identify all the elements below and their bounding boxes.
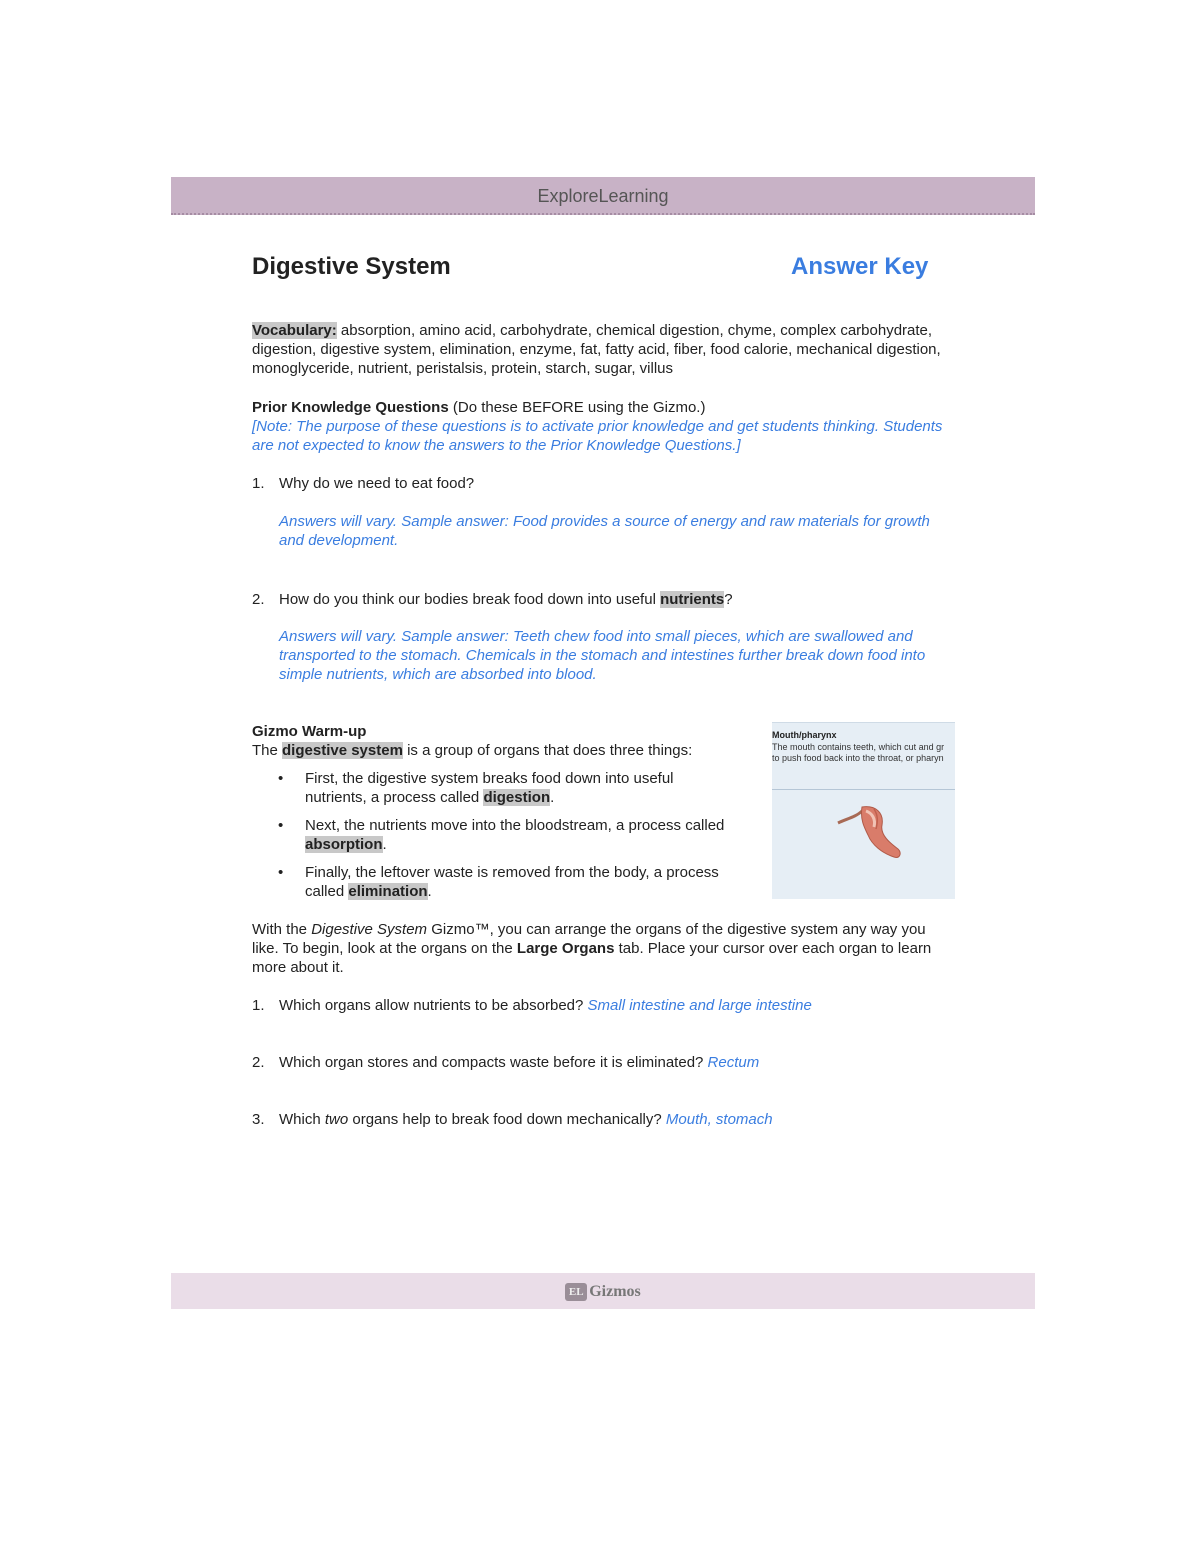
footer-band [171,1273,1035,1309]
vocabulary-list: absorption, amino acid, carbohydrate, chemical digestion, chyme, complex carbohydrate, digestion, digestive system, elimination, enzyme, fat, fatty acid, fiber, food calorie, mechanical digestion, monoglyceride, nutrient, peristalsis, protein, starch, sugar, villus [252,322,941,377]
question-text: Why do we need to eat food? [279,475,475,492]
warmup-bullet-3 [278,863,728,901]
bullet-text: First, the digestive system breaks food down into useful nutrients, a process called [305,770,674,806]
paragraph-text: tab. Place your cursor over each organ to learn more about it. [252,940,932,976]
answer-text: Rectum [707,1054,760,1071]
prior-question-1 [252,474,952,493]
bullet-icon: • [278,817,284,834]
answer-text: Mouth, stomach [665,1111,773,1128]
question-number: 1. [252,475,265,492]
prior-answer-2: Answers will vary. Sample answer: Teeth chew food into small pieces, which are swallowed and transported to the stomach. Chemicals in the stomach and intestines further break down food into simple nutrients, which are absorbed into blood. [279,628,926,683]
warmup-question-1 [252,996,952,1015]
warmup-question-2 [252,1053,952,1072]
warmup-title: Gizmo Warm-up [252,723,367,740]
bullet-icon: • [278,864,284,881]
term-nutrients: nutrients [660,591,725,608]
answer-text: Small intestine and large intestine [587,997,812,1014]
header-band [171,177,1035,215]
question-text: organs help to break food down mechanically? [348,1111,666,1128]
bullet-end: . [550,789,555,806]
term-digestion: digestion [483,789,551,806]
mouth-organ-illustration [832,801,907,863]
paragraph-text: With the [252,921,312,938]
term-digestive-system: digestive system [282,742,403,759]
question-text: Which [279,1111,325,1128]
prior-knowledge-heading [252,398,952,417]
warmup-intro [252,741,732,760]
gizmos-mark-icon: EL [565,1283,587,1301]
question-text: Which organ stores and compacts waste before it is eliminated? [279,1054,708,1071]
prior-knowledge-title: Prior Knowledge Questions [252,399,449,416]
gizmos-wordmark: Gizmos [589,1283,641,1300]
vocabulary-paragraph [252,321,952,378]
question-end: ? [724,591,733,608]
question-number: 1. [252,997,265,1014]
gizmo-divider [772,789,955,790]
intro-text: The [252,742,283,759]
term-absorption: absorption [305,836,383,853]
explorelearning-logo: ExploreLearning [537,186,669,206]
question-number: 2. [252,591,265,608]
prior-knowledge-instruction: (Do these BEFORE using the Gizmo.) [448,399,706,416]
question-number: 3. [252,1111,265,1128]
bullet-text: Finally, the leftover waste is removed from the body, a process called [305,864,719,900]
description-line: The mouth contains teeth, which cut and gr [772,742,945,752]
question-emphasis: two [324,1111,349,1128]
gizmo-organ-description [772,742,944,764]
warmup-paragraph [252,920,952,977]
page-title: Digestive System [252,253,451,280]
bullet-end: . [382,836,387,853]
gizmos-logo [171,1283,1035,1301]
warmup-bullet-1 [278,769,728,807]
term-elimination: elimination [348,883,428,900]
paragraph-text: Gizmo™, you can arrange the organs of the digestive system any way you like. To begin, look at the organs on the [252,921,926,957]
bullet-text: Next, the nutrients move into the bloodstream, a process called [305,817,725,834]
question-number: 2. [252,1054,265,1071]
intro-text-end: is a group of organs that does three things: [402,742,693,759]
bullet-end: . [427,883,432,900]
gizmo-organ-title: Mouth/pharynx [772,730,837,740]
description-line: to push food back into the throat, or pharyn [772,753,944,763]
warmup-question-3 [252,1110,952,1129]
bullet-icon: • [278,770,284,787]
answer-key-label: Answer Key [791,253,929,280]
gizmo-name: Digestive System [311,921,428,938]
warmup-bullet-2 [278,816,728,854]
question-text: How do you think our bodies break food down into useful [279,591,661,608]
gizmo-screenshot [772,722,955,899]
prior-knowledge-note: [Note: The purpose of these questions is to activate prior knowledge and get students thinking. Students are not expected to know the answers to the Prior Knowledge Questions.] [252,418,943,454]
large-organs-tab-reference: Large Organs [516,940,615,957]
question-text: Which organs allow nutrients to be absorbed? [279,997,588,1014]
prior-question-2 [252,590,952,609]
vocabulary-label: Vocabulary: [252,322,337,339]
prior-answer-1: Answers will vary. Sample answer: Food provides a source of energy and raw materials for growth and development. [279,513,930,549]
